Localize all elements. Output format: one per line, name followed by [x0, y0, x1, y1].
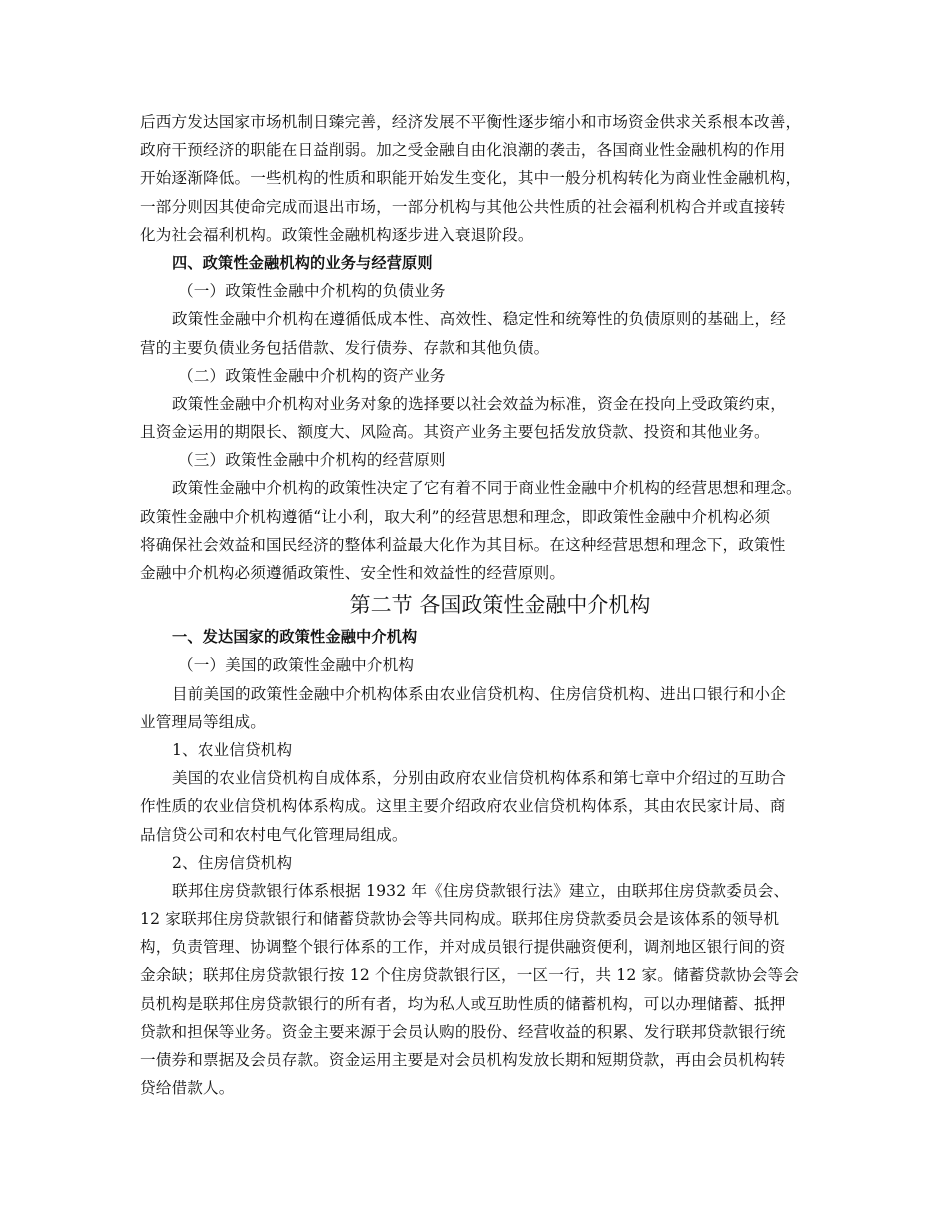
text-line: 政策性金融中介机构对业务对象的选择要以社会效益为标准，资金在投向上受政策约束，	[172, 394, 787, 413]
text-line: 化为社会福利机构。政策性金融机构逐步进入衰退阶段。	[140, 225, 534, 244]
heading-developed-countries: 一、发达国家的政策性金融中介机构	[172, 628, 418, 647]
text-line: 营的主要负债业务包括借款、发行债券、存款和其他负债。	[140, 338, 550, 357]
text-line: 12 家联邦住房贷款银行和储蓄贷款协会等共同构成。联邦住房贷款委员会是该体系的领导机	[140, 910, 780, 929]
text-line: 目前美国的政策性金融中介机构体系由农业信贷机构、住房信贷机构、进出口银行和小企	[172, 684, 787, 703]
subheading-operating-principles: （三）政策性金融中介机构的经营原则	[178, 451, 446, 470]
heading-business-principles: 四、政策性金融机构的业务与经营原则	[172, 253, 433, 272]
usa-paragraph	[140, 680, 830, 736]
text-line: 联邦住房贷款银行体系根据 1932 年《住房贷款银行法》建立，由联邦住房贷款委员会、	[172, 881, 790, 900]
agricultural-credit-paragraph	[140, 764, 830, 849]
text-line: 政策性金融中介机构的政策性决定了它有着不同于商业性金融中介机构的经营思想和理念。	[172, 479, 802, 498]
housing-credit-paragraph	[140, 877, 830, 1103]
text-line: 品信贷公司和农村电气化管理局组成。	[140, 825, 408, 844]
document-page	[140, 108, 830, 1102]
intro-paragraph	[140, 108, 830, 249]
text-line: 贷给借款人。	[140, 1079, 235, 1098]
principles-paragraph	[140, 474, 830, 587]
liability-paragraph	[140, 305, 830, 361]
text-line: 作性质的农业信贷机构体系构成。这里主要介绍政府农业信贷机构体系，其由农民家计局、商	[140, 797, 786, 816]
text-line: 政策性金融中介机构遵循“让小利，取大利”的经营思想和理念，即政策性金融中介机构必须	[140, 507, 771, 526]
text-line: 且资金运用的期限长、额度大、风险高。其资产业务主要包括发放贷款、投资和其他业务。	[140, 423, 770, 442]
item-agricultural-credit: 1、农业信贷机构	[172, 740, 293, 759]
subheading-liability-business: （一）政策性金融中介机构的负债业务	[178, 282, 446, 301]
text-line: 一部分则因其使命完成而退出市场，一部分机构与其他公共性质的社会福利机构合并或直接转	[140, 197, 786, 216]
asset-paragraph	[140, 390, 830, 446]
item-housing-credit: 2、住房信贷机构	[172, 853, 293, 872]
subheading-asset-business: （二）政策性金融中介机构的资产业务	[178, 366, 446, 385]
text-line: 后西方发达国家市场机制日臻完善，经济发展不平衡性逐步缩小和市场资金供求关系根本改善，	[140, 113, 802, 131]
text-line: 一债券和票据及会员存款。资金运用主要是对会员机构发放长期和短期贷款，再由会员机构转	[140, 1051, 786, 1069]
text-line: 金余缺；联邦住房贷款银行按 12 个住房贷款银行区，一区一行，共 12 家。储蓄贷款协会等会	[140, 966, 799, 985]
text-line: 业管理局等组成。	[140, 712, 266, 731]
text-line: 政策性金融中介机构在遵循低成本性、高效性、稳定性和统筹性的负债原则的基础上，经	[172, 310, 787, 329]
section-title: 第二节 各国政策性金融中介机构	[349, 593, 651, 618]
text-line: 金融中介机构必须遵循政策性、安全性和效益性的经营原则。	[140, 564, 566, 582]
subheading-usa: （一）美国的政策性金融中介机构	[178, 656, 415, 675]
text-line: 员机构是联邦住房贷款银行的所有者，均为私人或互助性质的储蓄机构，可以办理储蓄、抵押	[140, 994, 786, 1013]
text-line: 开始逐渐降低。一些机构的性质和职能开始发生变化，其中一般分机构转化为商业性金融机构，	[140, 169, 802, 188]
text-line: 政府干预经济的职能在日益削弱。加之受金融自由化浪潮的袭击，各国商业性金融机构的作用	[140, 141, 786, 160]
text-line: 构，负责管理、协调整个银行体系的工作，并对成员银行提供融资便利，调剂地区银行间的资	[140, 938, 786, 957]
text-line: 美国的农业信贷机构自成体系，分别由政府农业信贷机构体系和第七章中介绍过的互助合	[172, 769, 787, 788]
text-line: 将确保社会效益和国民经济的整体利益最大化作为其目标。在这种经营思想和理念下，政策性	[140, 535, 786, 554]
text-line: 贷款和担保等业务。资金主要来源于会员认购的股份、经营收益的积累、发行联邦贷款银行统	[140, 1022, 786, 1041]
